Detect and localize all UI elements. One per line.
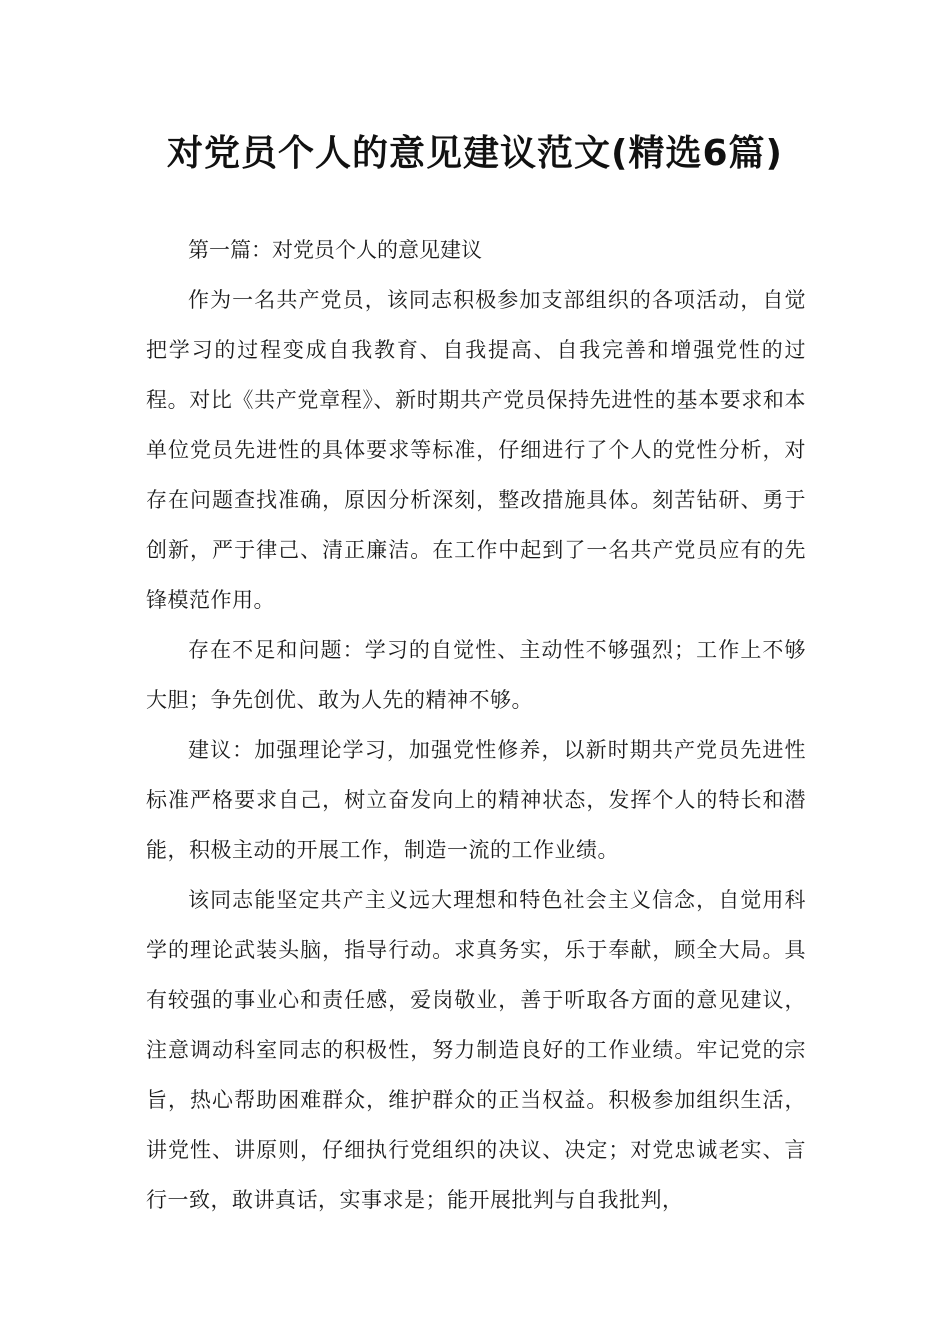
document-body: [146, 225, 806, 1225]
section-heading: 第一篇：对党员个人的意见建议: [188, 238, 482, 262]
paragraph-3: 建议：加强理论学习，加强党性修养，以新时期共产党员先进性标准严格要求自己，树立奋发向上的精神状态，发挥个人的特长和潜能，积极主动的开展工作，制造一流的工作业绩。: [146, 738, 806, 862]
paragraph-4: 该同志能坚定共产主义远大理想和特色社会主义信念，自觉用科学的理论武装头脑，指导行动。求真务实，乐于奉献，顾全大局。具有较强的事业心和责任感，爱岗敬业，善于听取各方面的意见建议，注意调动科室同志的积极性，努力制造良好的工作业绩。牢记党的宗旨，热心帮助困难群众，维护群众的正当权益。积极参加组织生活，讲党性、讲原则，仔细执行党组织的决议、决定；对党忠诚老实、言行一致，敢讲真话，实事求是；能开展批判与自我批判，: [146, 888, 806, 1212]
paragraph-2: 存在不足和问题：学习的自觉性、主动性不够强烈；工作上不够大胆；争先创优、敢为人先的精神不够。: [146, 638, 806, 712]
paragraph-1: 作为一名共产党员，该同志积极参加支部组织的各项活动，自觉把学习的过程变成自我教育、自我提高、自我完善和增强党性的过程。对比《共产党章程》、新时期共产党员保持先进性的基本要求和本单位党员先进性的具体要求等标准，仔细进行了个人的党性分析，对存在问题查找准确，原因分析深刻，整改措施具体。刻苦钻研、勇于创新，严于律己、清正廉洁。在工作中起到了一名共产党员应有的先锋模范作用。: [146, 288, 806, 612]
document-title: 对党员个人的意见建议范文(精选6篇): [167, 133, 783, 174]
